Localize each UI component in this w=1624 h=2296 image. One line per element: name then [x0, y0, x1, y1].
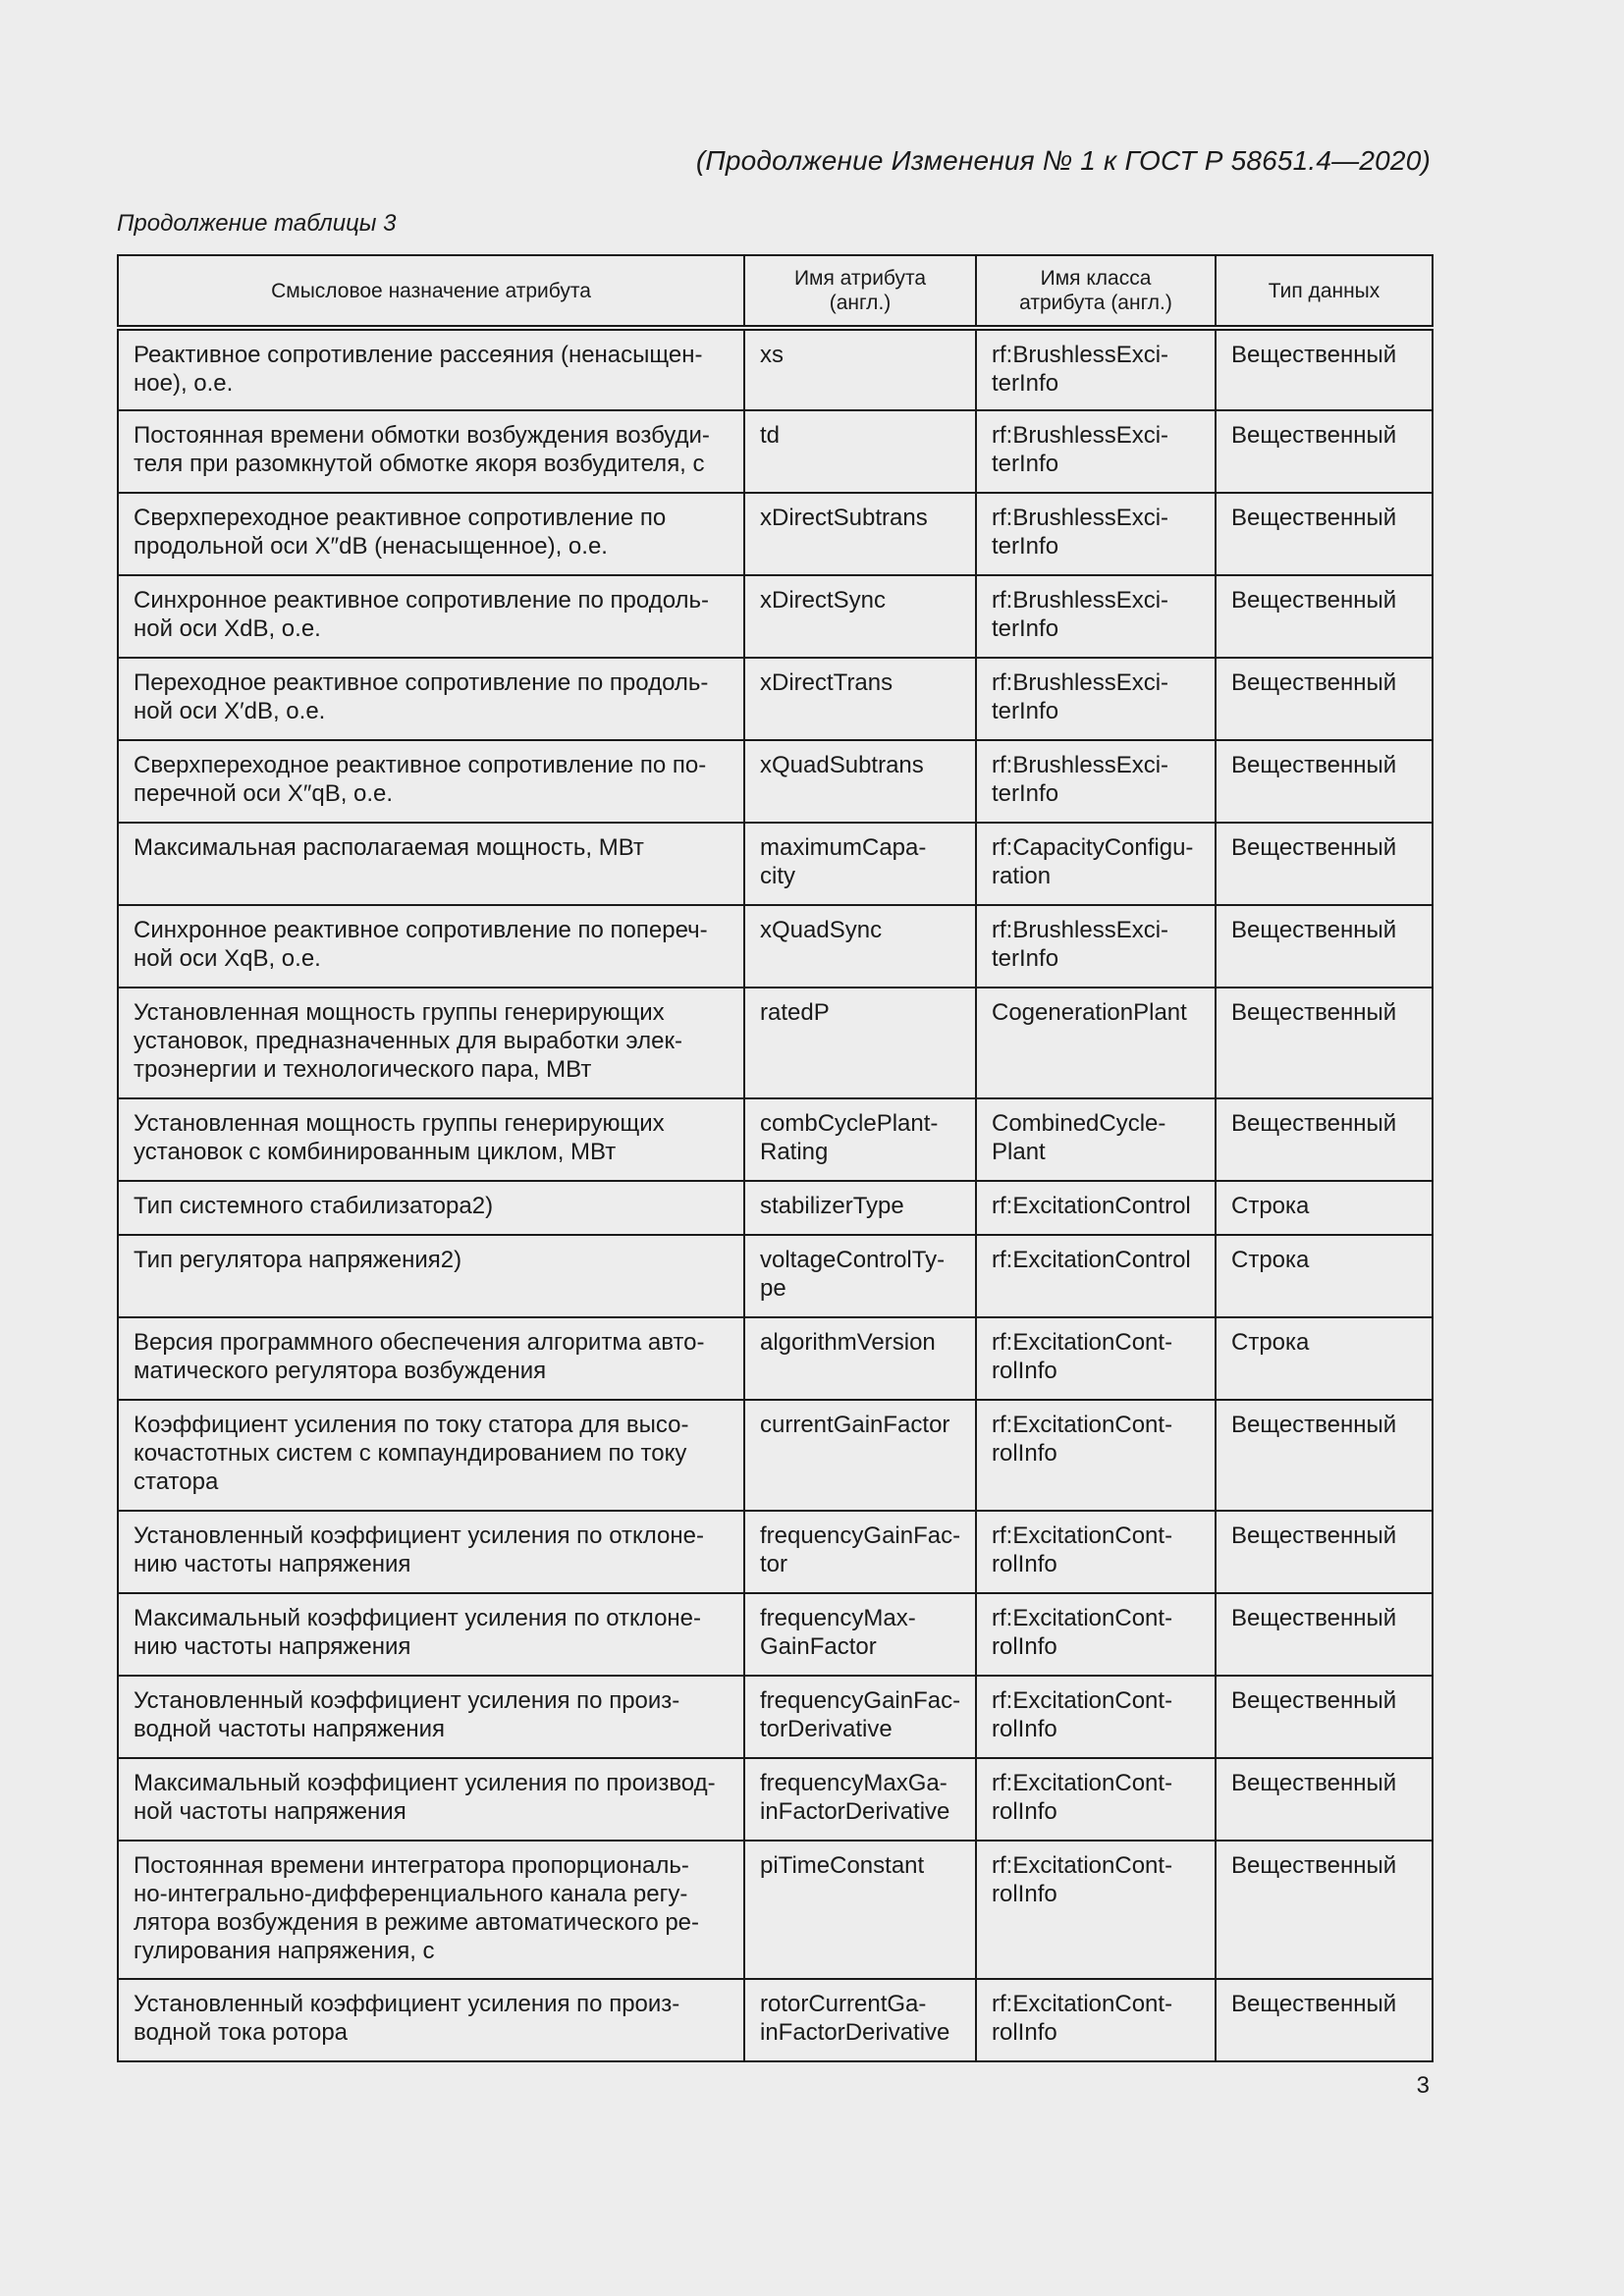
cell-purpose: Реактивное сопротивление рассеяния (ненасыщен- ное), о.е. — [118, 328, 744, 410]
cell-attribute-name: rotorCurrentGa- inFactorDerivative — [744, 1979, 976, 2061]
cell-class-name: rf:ExcitationCont- rolInfo — [976, 1758, 1216, 1841]
cell-class-name: rf:ExcitationControl — [976, 1181, 1216, 1235]
cell-purpose: Постоянная времени обмотки возбуждения возбуди- теля при разомкнутой обмотке якоря возбудителя, с — [118, 410, 744, 493]
cell-attribute-name: piTimeConstant — [744, 1841, 976, 1979]
cell-class-name: rf:BrushlessExci- terInfo — [976, 740, 1216, 823]
column-header-attribute-name: Имя атрибута (англ.) — [744, 255, 976, 328]
table-caption: Продолжение таблицы 3 — [117, 210, 397, 237]
cell-attribute-name: ratedP — [744, 988, 976, 1098]
table-row — [118, 658, 1433, 740]
cell-class-name: rf:ExcitationCont- rolInfo — [976, 1317, 1216, 1400]
cell-purpose: Синхронное реактивное сопротивление по попереч- ной оси XqB, о.е. — [118, 905, 744, 988]
cell-purpose: Установленный коэффициент усиления по произ- водной частоты напряжения — [118, 1676, 744, 1758]
cell-attribute-name: frequencyGainFac- tor — [744, 1511, 976, 1593]
table-row — [118, 1758, 1433, 1841]
cell-data-type: Вещественный — [1216, 1098, 1433, 1181]
cell-data-type: Вещественный — [1216, 1593, 1433, 1676]
cell-class-name: rf:ExcitationCont- rolInfo — [976, 1593, 1216, 1676]
table-row — [118, 493, 1433, 575]
cell-attribute-name: xQuadSubtrans — [744, 740, 976, 823]
cell-class-name: rf:BrushlessExci- terInfo — [976, 658, 1216, 740]
cell-data-type: Вещественный — [1216, 1511, 1433, 1593]
cell-purpose: Версия программного обеспечения алгоритма авто- матического регулятора возбуждения — [118, 1317, 744, 1400]
column-header-class-name: Имя класса атрибута (англ.) — [976, 255, 1216, 328]
cell-attribute-name: td — [744, 410, 976, 493]
table-row — [118, 1098, 1433, 1181]
table-row — [118, 1841, 1433, 1979]
cell-attribute-name: xDirectSubtrans — [744, 493, 976, 575]
table-row — [118, 1181, 1433, 1235]
table-row — [118, 1593, 1433, 1676]
table-row — [118, 1511, 1433, 1593]
cell-class-name: rf:BrushlessExci- terInfo — [976, 493, 1216, 575]
cell-purpose: Сверхпереходное реактивное сопротивление по продольной оси X″dB (ненасыщенное), о.е. — [118, 493, 744, 575]
cell-class-name: rf:ExcitationCont- rolInfo — [976, 1400, 1216, 1511]
table-row — [118, 1235, 1433, 1317]
table-row — [118, 823, 1433, 905]
cell-data-type: Вещественный — [1216, 905, 1433, 988]
cell-data-type: Вещественный — [1216, 575, 1433, 658]
cell-data-type: Вещественный — [1216, 740, 1433, 823]
cell-attribute-name: xDirectSync — [744, 575, 976, 658]
table-row — [118, 575, 1433, 658]
cell-data-type: Вещественный — [1216, 1758, 1433, 1841]
cell-data-type: Вещественный — [1216, 823, 1433, 905]
cell-purpose: Максимальная располагаемая мощность, МВт — [118, 823, 744, 905]
cell-attribute-name: frequencyMaxGa- inFactorDerivative — [744, 1758, 976, 1841]
cell-purpose: Установленный коэффициент усиления по отклоне- нию частоты напряжения — [118, 1511, 744, 1593]
table-row — [118, 1676, 1433, 1758]
cell-data-type: Вещественный — [1216, 410, 1433, 493]
cell-class-name: rf:BrushlessExci- terInfo — [976, 328, 1216, 410]
cell-data-type: Строка — [1216, 1317, 1433, 1400]
table-row — [118, 905, 1433, 988]
attribute-table — [117, 254, 1434, 2062]
cell-attribute-name: currentGainFactor — [744, 1400, 976, 1511]
cell-data-type: Вещественный — [1216, 1979, 1433, 2061]
cell-purpose: Переходное реактивное сопротивление по продоль- ной оси X′dB, о.е. — [118, 658, 744, 740]
table-body — [118, 328, 1433, 2061]
cell-purpose: Установленный коэффициент усиления по произ- водной тока ротора — [118, 1979, 744, 2061]
cell-purpose: Коэффициент усиления по току статора для высо- кочастотных систем с компаундированием по току статора — [118, 1400, 744, 1511]
cell-data-type: Вещественный — [1216, 658, 1433, 740]
cell-attribute-name: xs — [744, 328, 976, 410]
table-header-row — [118, 255, 1433, 328]
cell-attribute-name: xQuadSync — [744, 905, 976, 988]
cell-class-name: rf:BrushlessExci- terInfo — [976, 575, 1216, 658]
cell-attribute-name: stabilizerType — [744, 1181, 976, 1235]
cell-data-type: Вещественный — [1216, 988, 1433, 1098]
cell-attribute-name: algorithmVersion — [744, 1317, 976, 1400]
page-number: 3 — [1416, 2072, 1430, 2099]
cell-data-type: Строка — [1216, 1235, 1433, 1317]
cell-purpose: Сверхпереходное реактивное сопротивление по по- перечной оси X″qB, о.е. — [118, 740, 744, 823]
cell-class-name: rf:ExcitationCont- rolInfo — [976, 1979, 1216, 2061]
table-row — [118, 1317, 1433, 1400]
cell-purpose: Синхронное реактивное сопротивление по продоль- ной оси XdB, о.е. — [118, 575, 744, 658]
cell-data-type: Строка — [1216, 1181, 1433, 1235]
cell-class-name: rf:ExcitationControl — [976, 1235, 1216, 1317]
table-row — [118, 410, 1433, 493]
cell-purpose: Установленная мощность группы генерирующих установок, предназначенных для выработки элек- троэнергии и технологического пара, МВт — [118, 988, 744, 1098]
cell-class-name: rf:ExcitationCont- rolInfo — [976, 1511, 1216, 1593]
column-header-data-type: Тип данных — [1216, 255, 1433, 328]
cell-class-name: rf:ExcitationCont- rolInfo — [976, 1676, 1216, 1758]
cell-class-name: rf:ExcitationCont- rolInfo — [976, 1841, 1216, 1979]
cell-attribute-name: xDirectTrans — [744, 658, 976, 740]
cell-purpose: Установленная мощность группы генерирующих установок с комбинированным циклом, МВт — [118, 1098, 744, 1181]
column-header-purpose: Смысловое назначение атрибута — [118, 255, 744, 328]
cell-attribute-name: frequencyGainFac- torDerivative — [744, 1676, 976, 1758]
table-row — [118, 328, 1433, 410]
table-row — [118, 1979, 1433, 2061]
cell-class-name: rf:BrushlessExci- terInfo — [976, 410, 1216, 493]
cell-purpose: Тип регулятора напряжения2) — [118, 1235, 744, 1317]
cell-attribute-name: combCyclePlant- Rating — [744, 1098, 976, 1181]
running-header: (Продолжение Изменения № 1 к ГОСТ Р 58651.4—2020) — [695, 145, 1431, 176]
cell-purpose: Постоянная времени интегратора пропорциональ- но-интегрально-дифференциального канала регу- лятора возбуждения в режиме автоматического ре- гулирования напряжения, с — [118, 1841, 744, 1979]
cell-data-type: Вещественный — [1216, 328, 1433, 410]
cell-attribute-name: frequencyMax- GainFactor — [744, 1593, 976, 1676]
table-row — [118, 740, 1433, 823]
cell-class-name: rf:CapacityConfigu- ration — [976, 823, 1216, 905]
cell-data-type: Вещественный — [1216, 1400, 1433, 1511]
table-row — [118, 988, 1433, 1098]
cell-attribute-name: maximumCapa- city — [744, 823, 976, 905]
cell-class-name: rf:BrushlessExci- terInfo — [976, 905, 1216, 988]
cell-data-type: Вещественный — [1216, 1676, 1433, 1758]
cell-attribute-name: voltageControlTy- pe — [744, 1235, 976, 1317]
cell-data-type: Вещественный — [1216, 1841, 1433, 1979]
cell-purpose: Максимальный коэффициент усиления по производ- ной частоты напряжения — [118, 1758, 744, 1841]
cell-purpose: Максимальный коэффициент усиления по отклоне- нию частоты напряжения — [118, 1593, 744, 1676]
table-row — [118, 1400, 1433, 1511]
cell-data-type: Вещественный — [1216, 493, 1433, 575]
cell-class-name: CombinedCycle- Plant — [976, 1098, 1216, 1181]
cell-purpose: Тип системного стабилизатора2) — [118, 1181, 744, 1235]
cell-class-name: CogenerationPlant — [976, 988, 1216, 1098]
